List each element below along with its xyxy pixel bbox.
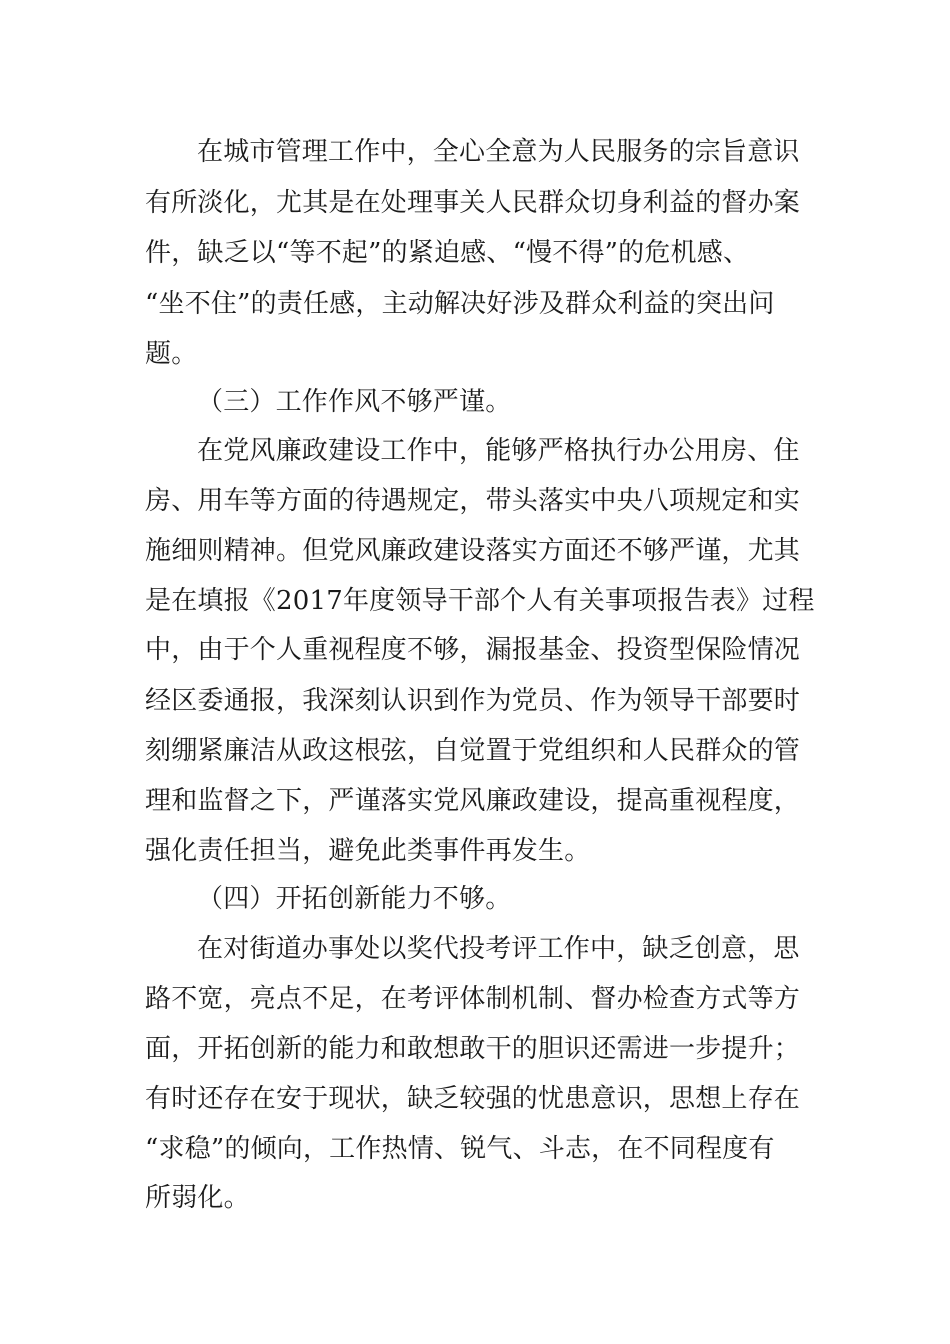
paragraph-line: 在城市管理工作中，全心全意为人民服务的宗旨意识 xyxy=(197,137,800,167)
paragraph-line: 在对街道办事处以奖代投考评工作中，缺乏创意，思 xyxy=(197,934,800,964)
paragraph-line: “坐不住”的责任感，主动解决好涉及群众利益的突出问 xyxy=(145,289,775,319)
paragraph-line: 房、用车等方面的待遇规定，带头落实中央八项规定和实 xyxy=(145,486,801,516)
paragraph-line: 经区委通报，我深刻认识到作为党员、作为领导干部要时 xyxy=(145,686,801,716)
paragraph-line: 刻绷紧廉洁从政这根弦，自觉置于党组织和人民群众的管 xyxy=(145,736,801,766)
paragraph-line: 强化责任担当，避免此类事件再发生。 xyxy=(145,836,591,866)
section-heading: （四）开拓创新能力不够。 xyxy=(197,884,512,914)
paragraph-line: 路不宽，亮点不足，在考评体制机制、督办检查方式等方 xyxy=(145,984,801,1014)
paragraph-line: 题。 xyxy=(145,339,198,369)
paragraph-line: 施细则精神。但党风廉政建设落实方面还不够严谨，尤其 xyxy=(145,536,801,566)
paragraph-line: 在党风廉政建设工作中，能够严格执行办公用房、住 xyxy=(197,436,800,466)
paragraph-line: 中，由于个人重视程度不够，漏报基金、投资型保险情况 xyxy=(145,635,801,665)
paragraph-line: 有时还存在安于现状，缺乏较强的忧患意识，思想上存在 xyxy=(145,1084,801,1114)
paragraph-line: 理和监督之下，严谨落实党风廉政建设，提高重视程度， xyxy=(145,786,801,816)
paragraph-line: “求稳”的倾向，工作热情、锐气、斗志，在不同程度有 xyxy=(145,1134,775,1164)
paragraph-line: 面，开拓创新的能力和敢想敢干的胆识还需进一步提升； xyxy=(145,1034,801,1064)
paragraph-line: 件，缺乏以“等不起”的紧迫感、“慢不得”的危机感、 xyxy=(145,238,750,268)
paragraph-line: 是在填报《2017年度领导干部个人有关事项报告表》过程 xyxy=(145,586,815,616)
paragraph-line: 有所淡化，尤其是在处理事关人民群众切身利益的督办案 xyxy=(145,188,801,218)
paragraph-line: 所弱化。 xyxy=(145,1183,250,1213)
section-heading: （三）工作作风不够严谨。 xyxy=(197,387,512,417)
